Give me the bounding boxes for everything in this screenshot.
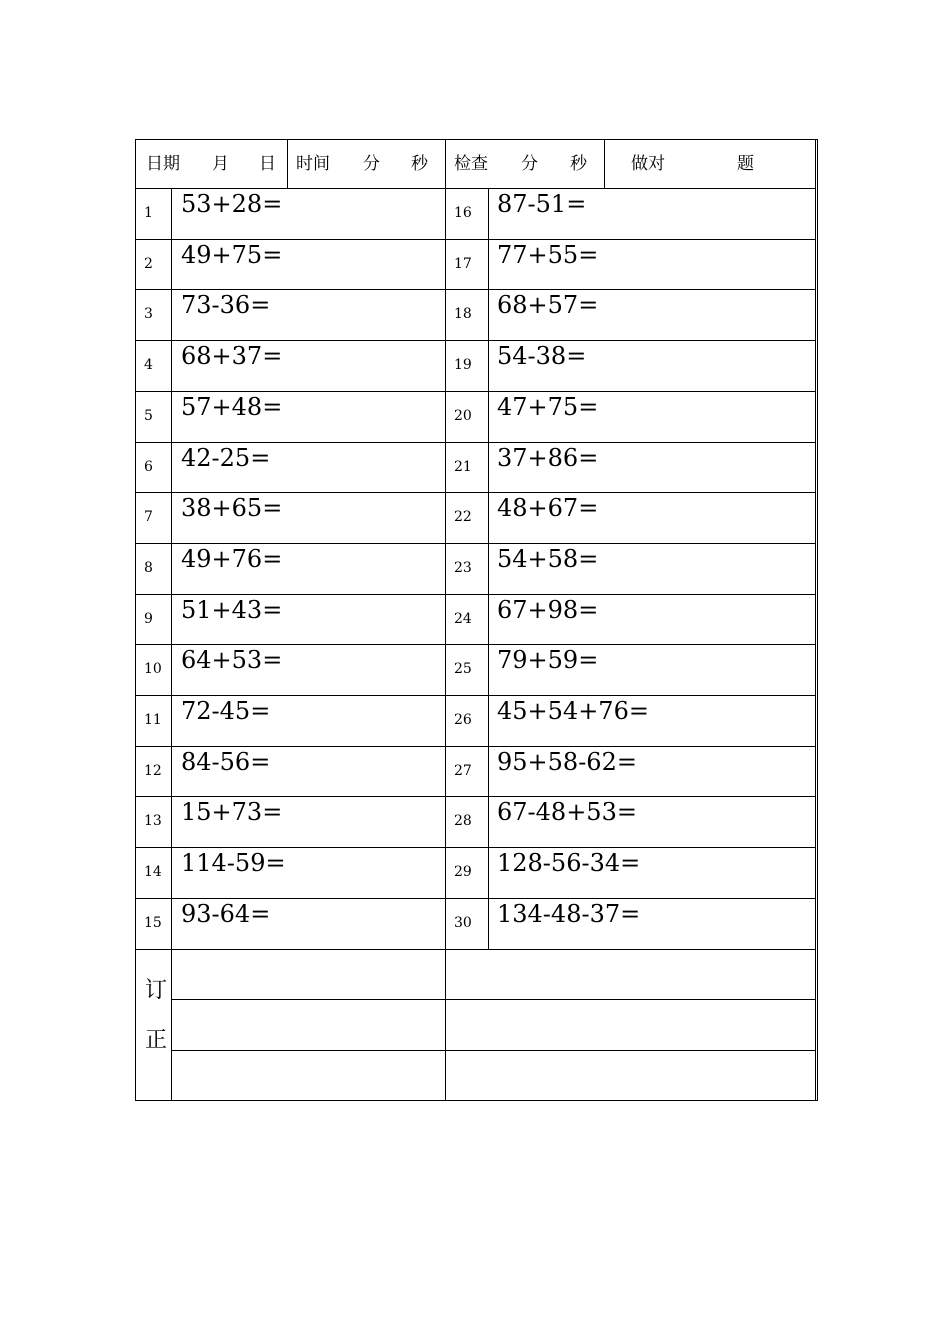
answer-area[interactable] [490, 443, 815, 492]
problem-expression: 114-59= [181, 849, 286, 877]
answer-area[interactable] [172, 290, 445, 339]
problem-number: 26 [454, 712, 472, 728]
answer-area[interactable] [172, 240, 445, 289]
answer-area[interactable] [490, 392, 815, 441]
problem-number: 2 [144, 256, 153, 272]
problem-number: 4 [144, 357, 153, 373]
problem-expression: 54-38= [497, 342, 587, 370]
answer-area[interactable] [172, 797, 445, 846]
answer-area[interactable] [172, 645, 445, 694]
header-time-seconds-label: 秒 [411, 154, 428, 174]
problem-expression: 67+98= [497, 596, 599, 624]
problem-expression: 87-51= [497, 190, 587, 218]
problem-expression: 64+53= [181, 646, 283, 674]
answer-area[interactable] [172, 392, 445, 441]
correction-line-1-left[interactable] [172, 949, 445, 999]
correction-line-3-left[interactable] [172, 1051, 445, 1100]
problem-expression: 42-25= [181, 444, 271, 472]
header-questions-label: 题 [737, 154, 754, 174]
problem-number: 18 [454, 306, 472, 322]
header-month-label: 月 [212, 154, 229, 174]
problem-number: 22 [454, 509, 472, 525]
number-column-divider-right [488, 188, 489, 949]
problem-number: 8 [144, 560, 153, 576]
answer-area[interactable] [490, 189, 815, 238]
table-border-bottom [135, 1100, 818, 1101]
problem-expression: 57+48= [181, 393, 283, 421]
header-divider-3 [604, 139, 605, 188]
answer-area[interactable] [490, 290, 815, 339]
problem-expression: 15+73= [181, 798, 283, 826]
problem-number: 27 [454, 763, 472, 779]
correction-divider-line [171, 1050, 816, 1051]
problem-expression: 67-48+53= [497, 798, 637, 826]
problem-number: 13 [144, 813, 162, 829]
problem-number: 21 [454, 459, 472, 475]
answer-area[interactable] [172, 189, 445, 238]
answer-area[interactable] [172, 899, 445, 948]
table-border-right [815, 139, 816, 1101]
problem-expression: 68+57= [497, 291, 599, 319]
header-correct-label: 做对 [631, 154, 665, 174]
problem-expression: 93-64= [181, 900, 271, 928]
problem-number: 20 [454, 408, 472, 424]
problem-number: 12 [144, 763, 162, 779]
problem-expression: 72-45= [181, 697, 271, 725]
table-border-top [135, 139, 818, 140]
correction-divider-line [171, 999, 816, 1000]
worksheet-table [135, 139, 818, 1101]
problem-number: 14 [144, 864, 162, 880]
answer-area[interactable] [490, 493, 815, 542]
header-date-label: 日期 [146, 154, 180, 174]
problem-expression: 95+58-62= [497, 748, 637, 776]
answer-area[interactable] [490, 797, 815, 846]
problem-number: 5 [144, 408, 153, 424]
answer-area[interactable] [490, 747, 815, 796]
answer-area[interactable] [172, 341, 445, 390]
problem-number: 10 [144, 661, 162, 677]
problem-number: 19 [454, 357, 472, 373]
center-column-divider [445, 139, 446, 1101]
answer-area[interactable] [490, 696, 815, 745]
correction-line-2-right[interactable] [446, 1000, 815, 1050]
header-check-minutes-label: 分 [521, 154, 538, 174]
problem-expression: 53+28= [181, 190, 283, 218]
correction-label-char-1: 订 [145, 978, 168, 1003]
problem-expression: 49+75= [181, 241, 283, 269]
answer-area[interactable] [172, 595, 445, 644]
row-divider-line [135, 949, 816, 950]
number-column-divider-left [171, 188, 172, 1101]
answer-area[interactable] [490, 240, 815, 289]
problem-number: 28 [454, 813, 472, 829]
problem-number: 23 [454, 560, 472, 576]
problem-expression: 38+65= [181, 494, 283, 522]
answer-area[interactable] [172, 747, 445, 796]
answer-area[interactable] [490, 899, 815, 948]
problem-expression: 77+55= [497, 241, 599, 269]
problem-expression: 45+54+76= [497, 697, 649, 725]
problem-expression: 54+58= [497, 545, 599, 573]
correction-label-char-2: 正 [145, 1028, 168, 1053]
problem-expression: 84-56= [181, 748, 271, 776]
problem-number: 3 [144, 306, 153, 322]
problem-number: 6 [144, 459, 153, 475]
correction-line-3-right[interactable] [446, 1051, 815, 1100]
answer-area[interactable] [490, 645, 815, 694]
header-day-label: 日 [259, 154, 276, 174]
correction-line-1-right[interactable] [446, 949, 815, 999]
header-check-seconds-label: 秒 [570, 154, 587, 174]
problem-number: 30 [454, 915, 472, 931]
problem-expression: 68+37= [181, 342, 283, 370]
problem-number: 25 [454, 661, 472, 677]
problem-expression: 128-56-34= [497, 849, 641, 877]
problem-expression: 79+59= [497, 646, 599, 674]
problem-expression: 73-36= [181, 291, 271, 319]
problem-number: 1 [144, 205, 153, 221]
table-border-right-double [817, 139, 818, 1101]
answer-area[interactable] [172, 848, 445, 897]
problem-number: 11 [144, 712, 162, 728]
correction-line-2-left[interactable] [172, 1000, 445, 1050]
header-check-label: 检查 [454, 154, 488, 174]
problem-expression: 49+76= [181, 545, 283, 573]
answer-area[interactable] [490, 848, 815, 897]
problem-expression: 51+43= [181, 596, 283, 624]
table-border-left [135, 139, 136, 1101]
answer-area[interactable] [172, 696, 445, 745]
problem-number: 24 [454, 611, 472, 627]
problem-expression: 47+75= [497, 393, 599, 421]
problem-number: 17 [454, 256, 472, 272]
answer-area[interactable] [490, 544, 815, 593]
header-divider-1 [287, 139, 288, 188]
problem-number: 29 [454, 864, 472, 880]
problem-number: 9 [144, 611, 153, 627]
problem-expression: 134-48-37= [497, 900, 641, 928]
problem-number: 15 [144, 915, 162, 931]
header-time-label: 时间 [296, 154, 330, 174]
answer-area[interactable] [490, 341, 815, 390]
problem-number: 7 [144, 509, 153, 525]
problem-expression: 37+86= [497, 444, 599, 472]
answer-area[interactable] [172, 544, 445, 593]
answer-area[interactable] [172, 493, 445, 542]
header-time-minutes-label: 分 [363, 154, 380, 174]
problem-expression: 48+67= [497, 494, 599, 522]
problem-number: 16 [454, 205, 472, 221]
answer-area[interactable] [172, 443, 445, 492]
answer-area[interactable] [490, 595, 815, 644]
